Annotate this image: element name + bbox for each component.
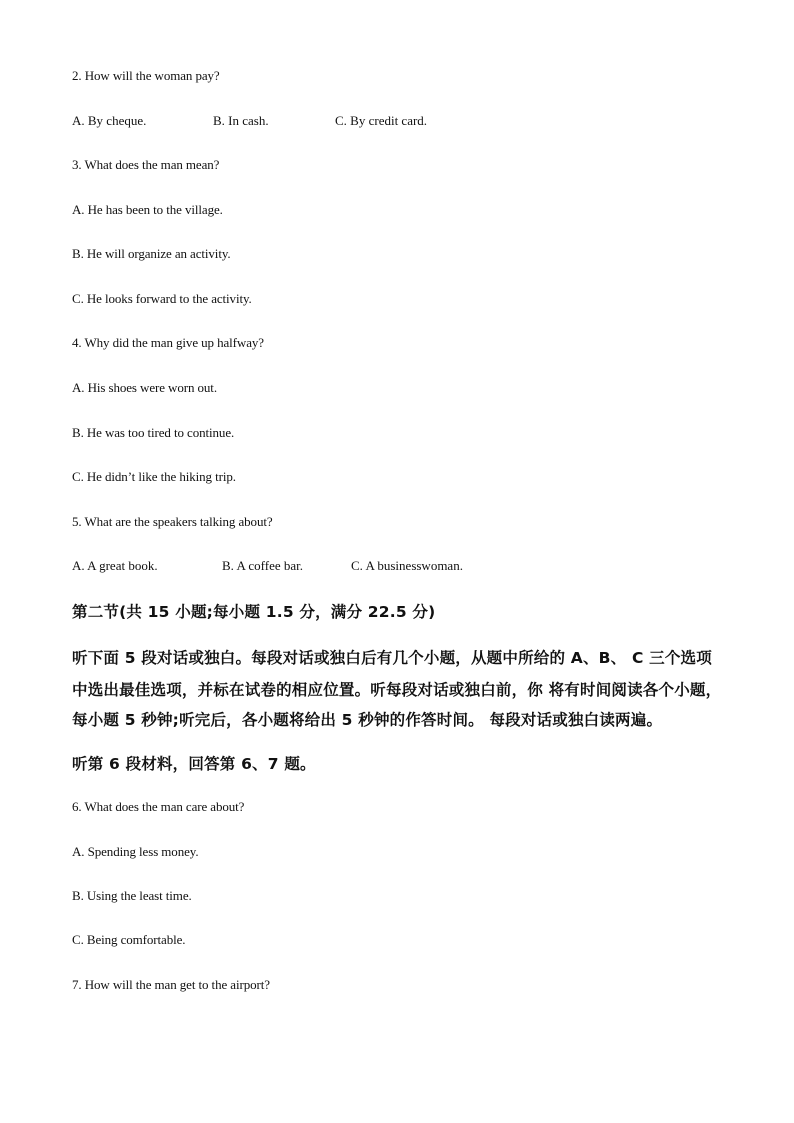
question-7: 7. How will the man get to the airport? bbox=[72, 977, 270, 992]
question-2: 2. How will the woman pay? bbox=[72, 68, 220, 83]
option-a: A. By cheque. bbox=[72, 113, 147, 128]
option-b: B. In cash. bbox=[213, 113, 269, 128]
option-b: B. A coffee bar. bbox=[222, 558, 303, 573]
option-b: B. Using the least time. bbox=[72, 888, 192, 903]
option-c: C. He didn’t like the hiking trip. bbox=[72, 469, 236, 484]
option-a: A. Spending less money. bbox=[72, 844, 199, 859]
material-6-heading: 听第 6 段材料，回答第 6、7 题。 bbox=[72, 755, 316, 773]
option-c: C. He looks forward to the activity. bbox=[72, 291, 252, 306]
question-3: 3. What does the man mean? bbox=[72, 157, 220, 172]
option-b: B. He will organize an activity. bbox=[72, 246, 231, 261]
question-6: 6. What does the man care about? bbox=[72, 799, 245, 814]
option-c: C. A businesswoman. bbox=[351, 558, 463, 573]
option-a: A. He has been to the village. bbox=[72, 202, 223, 217]
section-heading: 第二节(共 15 小题;每小题 1.5 分，满分 22.5 分) bbox=[72, 603, 436, 621]
instruction-line-3: 每小题 5 秒钟;听完后，各小题将给出 5 秒钟的作答时间。 每段对话或独白读两遍。 bbox=[72, 711, 663, 729]
question-4: 4. Why did the man give up halfway? bbox=[72, 335, 264, 350]
question-5: 5. What are the speakers talking about? bbox=[72, 514, 273, 529]
option-b: B. He was too tired to continue. bbox=[72, 425, 235, 440]
instruction-line-2: 中选出最佳选项，并标在试卷的相应位置。听每段对话或独白前，你 将有时间阅读各个小题， bbox=[72, 681, 722, 699]
option-c: C. By credit card. bbox=[335, 113, 428, 128]
option-c: C. Being comfortable. bbox=[72, 932, 186, 947]
instruction-line-1: 听下面 5 段对话或独白。每段对话或独白后有几个小题，从题中所给的 A、B、 C 三个选项 bbox=[72, 649, 712, 667]
option-a: A. A great book. bbox=[72, 558, 158, 573]
option-a: A. His shoes were worn out. bbox=[72, 380, 217, 395]
